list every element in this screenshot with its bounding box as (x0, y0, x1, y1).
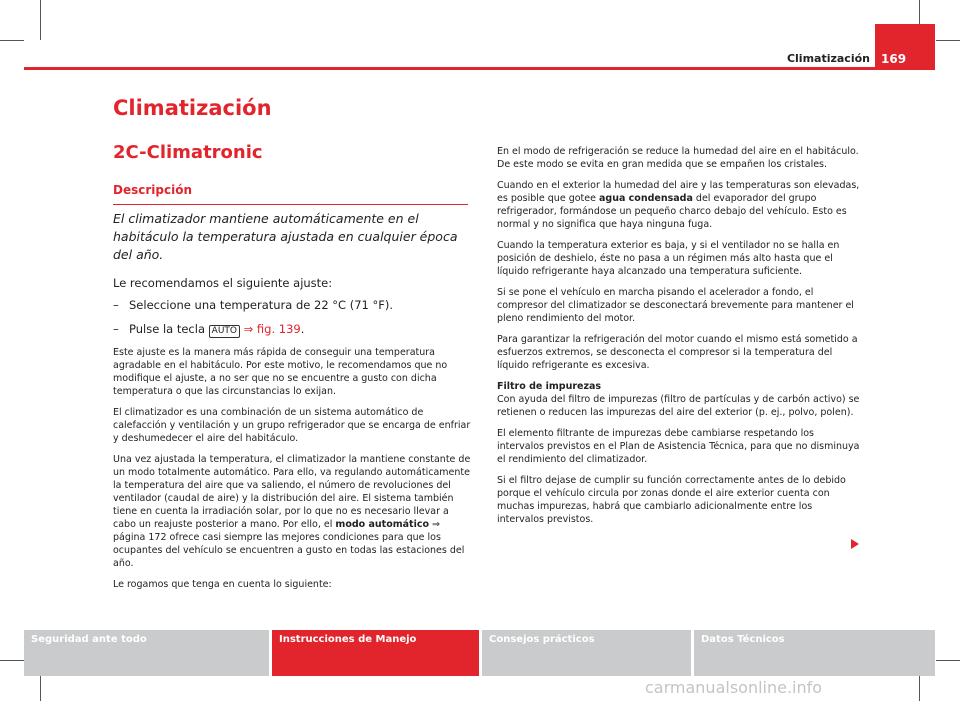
page-reference-text: ⇒ página 172 ofrece casi siempre las mejores condiciones para que los ocupantes del vehículo se encuentren a gusto en todas las estaciones del año. (113, 519, 465, 569)
list-item-text: Seleccione una temperatura de 22 °C (71 °F). (129, 298, 394, 312)
left-column (113, 210, 471, 599)
auto-key-symbol: AUTO (209, 325, 240, 338)
subsection-rule (113, 204, 468, 205)
body-paragraph: El climatizador es una combinación de un sistema automático de calefacción y ventilación y un grupo refrigerador que se encarga de enfriar y deshumedecer el aire del habitáculo. (113, 407, 471, 444)
lead-paragraph: El climatizador mantiene automáticamente en el habitáculo la temperatura ajustada en cualquier época del año. (113, 211, 458, 262)
filter-subheading: Filtro de impurezas (497, 381, 602, 392)
tab-datos[interactable]: Datos Técnicos (694, 630, 935, 676)
continue-arrow-icon (851, 539, 859, 549)
body-paragraph: Con ayuda del filtro de impurezas (filtro de partículas y de carbón activo) se retienen o reducen las impurezas del aire del exterior (p. ej., polvo, polen). (497, 394, 860, 418)
body-paragraph: En el modo de refrigeración se reduce la humedad del aire en el habitáculo. De este modo se evita en gran medida que se empañen los cristales. (497, 146, 859, 170)
body-paragraph: Si el filtro dejase de cumplir su función correctamente antes de lo debido porque el vehículo circula por zonas donde el aire exterior cuenta con muchas impurezas, habrá que cambiarlo adicionalmente entre los intervalos previstos. (497, 475, 846, 525)
body-paragraph: Si se pone el vehículo en marcha pisando el acelerador a fondo, el compresor del climatizador se desconectará brevemente para mantener el pleno rendimiento del motor. (497, 287, 854, 324)
body-paragraph: Cuando la temperatura exterior es baja, y si el ventilador no se halla en posición de deshielo, éste no pasa a un régimen más alto hasta que el líquido refrigerante haya alcanzado una temperatura suficiente. (497, 240, 840, 277)
figure-link[interactable]: ⇒ fig. 139 (243, 322, 301, 336)
body-paragraph: El elemento filtrante de impurezas debe cambiarse respetando los intervalos previstos en el Plan de Asistencia Técnica, para que no disminuya el rendimiento del climatizador. (497, 428, 860, 465)
body-paragraph: Para garantizar la refrigeración del motor cuando el mismo está sometido a esfuerzos extremos, se desconecta el compresor si la temperatura del líquido refrigerante es excesiva. (497, 334, 858, 371)
body-paragraph (113, 453, 471, 570)
crop-mark (40, 0, 41, 40)
intro-paragraph: Le recomendamos el siguiente ajuste: (113, 276, 333, 290)
chapter-title: Climatización (113, 96, 272, 120)
tab-instrucciones[interactable]: Instrucciones de Manejo (272, 630, 479, 676)
bold-term: modo automático (335, 519, 429, 530)
list-item (113, 297, 471, 313)
section-title: 2C-Climatronic (113, 142, 263, 163)
crop-mark (0, 660, 24, 661)
header-rule (24, 67, 875, 70)
list-item-text: Pulse la tecla (129, 322, 205, 336)
list-dash: – (113, 298, 119, 312)
running-header-title: Climatización (786, 52, 870, 65)
list-dash: – (113, 322, 119, 336)
bold-term: agua condensada (598, 193, 693, 204)
body-paragraph: Le rogamos que tenga en cuenta lo siguiente: (113, 579, 332, 590)
crop-mark (0, 40, 24, 41)
body-paragraph: Este ajuste es la manera más rápida de conseguir una temperatura agradable en el habitáculo. Por este motivo, le recomendamos que no modifique el ajuste, a no ser que no se encuentre a gusto con dicha temperatura o que las circunstancias lo exijan. (113, 347, 448, 397)
list-item (113, 321, 471, 338)
watermark: carmanualsonline.info (645, 678, 823, 697)
tab-consejos[interactable]: Consejos prácticos (482, 630, 691, 676)
crop-mark (936, 40, 960, 41)
body-paragraph (497, 179, 862, 231)
tab-seguridad[interactable]: Seguridad ante todo (24, 630, 269, 676)
list-item-punct: . (300, 322, 305, 336)
body-text: Una vez ajustada la temperatura, el climatizador la mantiene constante de un modo totalmente automático. Para ello, va regulando automáticamente la temperatura del aire que va saliendo, el número de revoluciones del ventilador (caudal de aire) y la distribución del aire. El sistema también tiene en cuenta la irradiación solar, por lo que no es necesario llevar a cabo un reajuste posterior a mano. Por ello, el (113, 454, 471, 530)
page-number: 169 (875, 24, 935, 70)
body-text: del evaporador del grupo refrigerador, formándose un pequeño charco debajo del vehículo. Esto es normal y no significa que haya ninguna fuga. (497, 193, 847, 230)
body-text: Cuando en el exterior la humedad del aire y las temperaturas son elevadas, es posible que gotee (497, 180, 860, 204)
subsection-title: Descripción (113, 183, 192, 197)
crop-mark (936, 660, 960, 661)
right-column (497, 145, 862, 534)
